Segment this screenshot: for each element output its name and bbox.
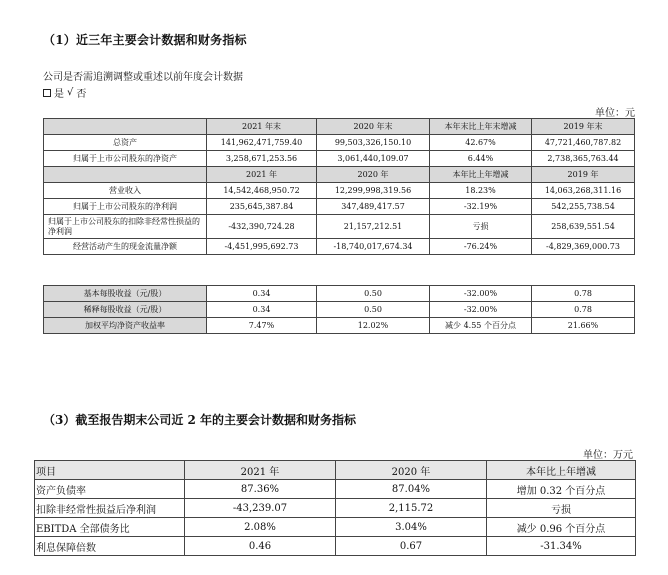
row-label-cell [44, 119, 207, 135]
section1-title: （1）近三年主要会计数据和财务指标 [43, 33, 247, 47]
value-cell: 14,542,468,950.72 [207, 183, 317, 199]
table-row [44, 318, 635, 334]
table-row [35, 537, 636, 556]
per-share-indicators-table [43, 285, 635, 334]
value-cell: 258,639,551.54 [532, 215, 635, 239]
row-label-cell: 归属于上市公司股东的扣除非经常性损益的净利润 [44, 215, 207, 239]
value-cell: 0.67 [336, 537, 487, 556]
value-cell: 2.08% [185, 518, 336, 537]
value-cell: 0.50 [317, 286, 430, 302]
row-label-cell [44, 167, 207, 183]
value-cell: 7.47% [207, 318, 317, 334]
value-cell: -18,740,017,674.34 [317, 239, 430, 255]
value-cell: 99,503,326,150.10 [317, 135, 430, 151]
table-row [44, 199, 635, 215]
value-cell: 3,061,440,109.07 [317, 151, 430, 167]
row-label-cell: 项目 [35, 461, 185, 480]
table-row [44, 286, 635, 302]
value-cell: 141,962,471,759.40 [207, 135, 317, 151]
row-label-cell: 经营活动产生的现金流量净额 [44, 239, 207, 255]
header-row [35, 461, 636, 480]
row-label-cell: 基本每股收益（元/股） [44, 286, 207, 302]
value-cell: 0.34 [207, 302, 317, 318]
table-row [35, 499, 636, 518]
value-cell: 本年比上年增减 [430, 167, 532, 183]
value-cell: 2020 年 [317, 167, 430, 183]
value-cell: 18.23% [430, 183, 532, 199]
table-row [44, 151, 635, 167]
value-cell: 12,299,998,319.56 [317, 183, 430, 199]
table-row [44, 183, 635, 199]
value-cell: 亏损 [430, 215, 532, 239]
value-cell: 0.46 [185, 537, 336, 556]
row-label-cell: 加权平均净资产收益率 [44, 318, 207, 334]
value-cell: 21.66% [532, 318, 635, 334]
checkbox-icon [43, 89, 51, 97]
row-label-cell: EBITDA 全部债务比 [35, 518, 185, 537]
value-cell: 本年比上年增减 [487, 461, 636, 480]
section3-title: （3）截至报告期末公司近 2 年的主要会计数据和财务指标 [43, 413, 357, 427]
value-cell: 2020 年末 [317, 119, 430, 135]
table-row [44, 215, 635, 239]
header-row [44, 119, 635, 135]
value-cell: -31.34% [487, 537, 636, 556]
two-year-indicators-table [34, 460, 636, 556]
value-cell: 87.36% [185, 480, 336, 499]
value-cell: -32.00% [430, 302, 532, 318]
answer-no: 否 [76, 89, 87, 100]
value-cell: -32.00% [430, 286, 532, 302]
header-row [44, 167, 635, 183]
key-accounting-data-table [43, 118, 635, 255]
value-cell: 2019 年 [532, 167, 635, 183]
value-cell: 3,258,671,253.56 [207, 151, 317, 167]
unit-label: 单位：元 [595, 108, 635, 119]
value-cell: -32.19% [430, 199, 532, 215]
value-cell: -4,451,995,692.73 [207, 239, 317, 255]
value-cell: 2021 年 [207, 167, 317, 183]
value-cell: 14,063,268,311.16 [532, 183, 635, 199]
value-cell: -4,829,369,000.73 [532, 239, 635, 255]
row-label-cell: 营业收入 [44, 183, 207, 199]
row-label-cell: 归属于上市公司股东的净资产 [44, 151, 207, 167]
answer-check: √ [67, 87, 74, 98]
row-label-cell: 扣除非经常性损益后净利润 [35, 499, 185, 518]
value-cell: 87.04% [336, 480, 487, 499]
value-cell: 0.78 [532, 286, 635, 302]
table-row [44, 239, 635, 255]
value-cell: -76.24% [430, 239, 532, 255]
value-cell: 2,115.72 [336, 499, 487, 518]
value-cell: 2021 年 [185, 461, 336, 480]
value-cell: 本年末比上年末增减 [430, 119, 532, 135]
row-label-cell: 总资产 [44, 135, 207, 151]
answer-yes: 是 [54, 89, 64, 100]
value-cell: 21,157,212.51 [317, 215, 430, 239]
table-row [35, 518, 636, 537]
value-cell: 542,255,738.54 [532, 199, 635, 215]
value-cell: 47,721,460,787.82 [532, 135, 635, 151]
value-cell: 42.67% [430, 135, 532, 151]
value-cell: -43,239.07 [185, 499, 336, 518]
value-cell: 235,645,387.84 [207, 199, 317, 215]
value-cell: 0.34 [207, 286, 317, 302]
value-cell: 2,738,365,763.44 [532, 151, 635, 167]
table-row [35, 480, 636, 499]
table-row [44, 135, 635, 151]
row-label-cell: 归属于上市公司股东的净利润 [44, 199, 207, 215]
value-cell: 2020 年 [336, 461, 487, 480]
value-cell: 0.50 [317, 302, 430, 318]
value-cell: 2019 年末 [532, 119, 635, 135]
value-cell: 2021 年末 [207, 119, 317, 135]
row-label-cell: 稀释每股收益（元/股） [44, 302, 207, 318]
value-cell: 减少 4.55 个百分点 [430, 318, 532, 334]
value-cell: 347,489,417.57 [317, 199, 430, 215]
unit-label-wan: 单位：万元 [583, 450, 633, 461]
restatement-answer [43, 85, 86, 100]
row-label-cell: 利息保障倍数 [35, 537, 185, 556]
table-row [44, 302, 635, 318]
value-cell: 增加 0.32 个百分点 [487, 480, 636, 499]
value-cell: 0.78 [532, 302, 635, 318]
restatement-question: 公司是否需追溯调整或重述以前年度会计数据 [43, 72, 243, 83]
value-cell: 亏损 [487, 499, 636, 518]
value-cell: -432,390,724.28 [207, 215, 317, 239]
value-cell: 减少 0.96 个百分点 [487, 518, 636, 537]
row-label-cell: 资产负债率 [35, 480, 185, 499]
value-cell: 3.04% [336, 518, 487, 537]
value-cell: 6.44% [430, 151, 532, 167]
value-cell: 12.02% [317, 318, 430, 334]
